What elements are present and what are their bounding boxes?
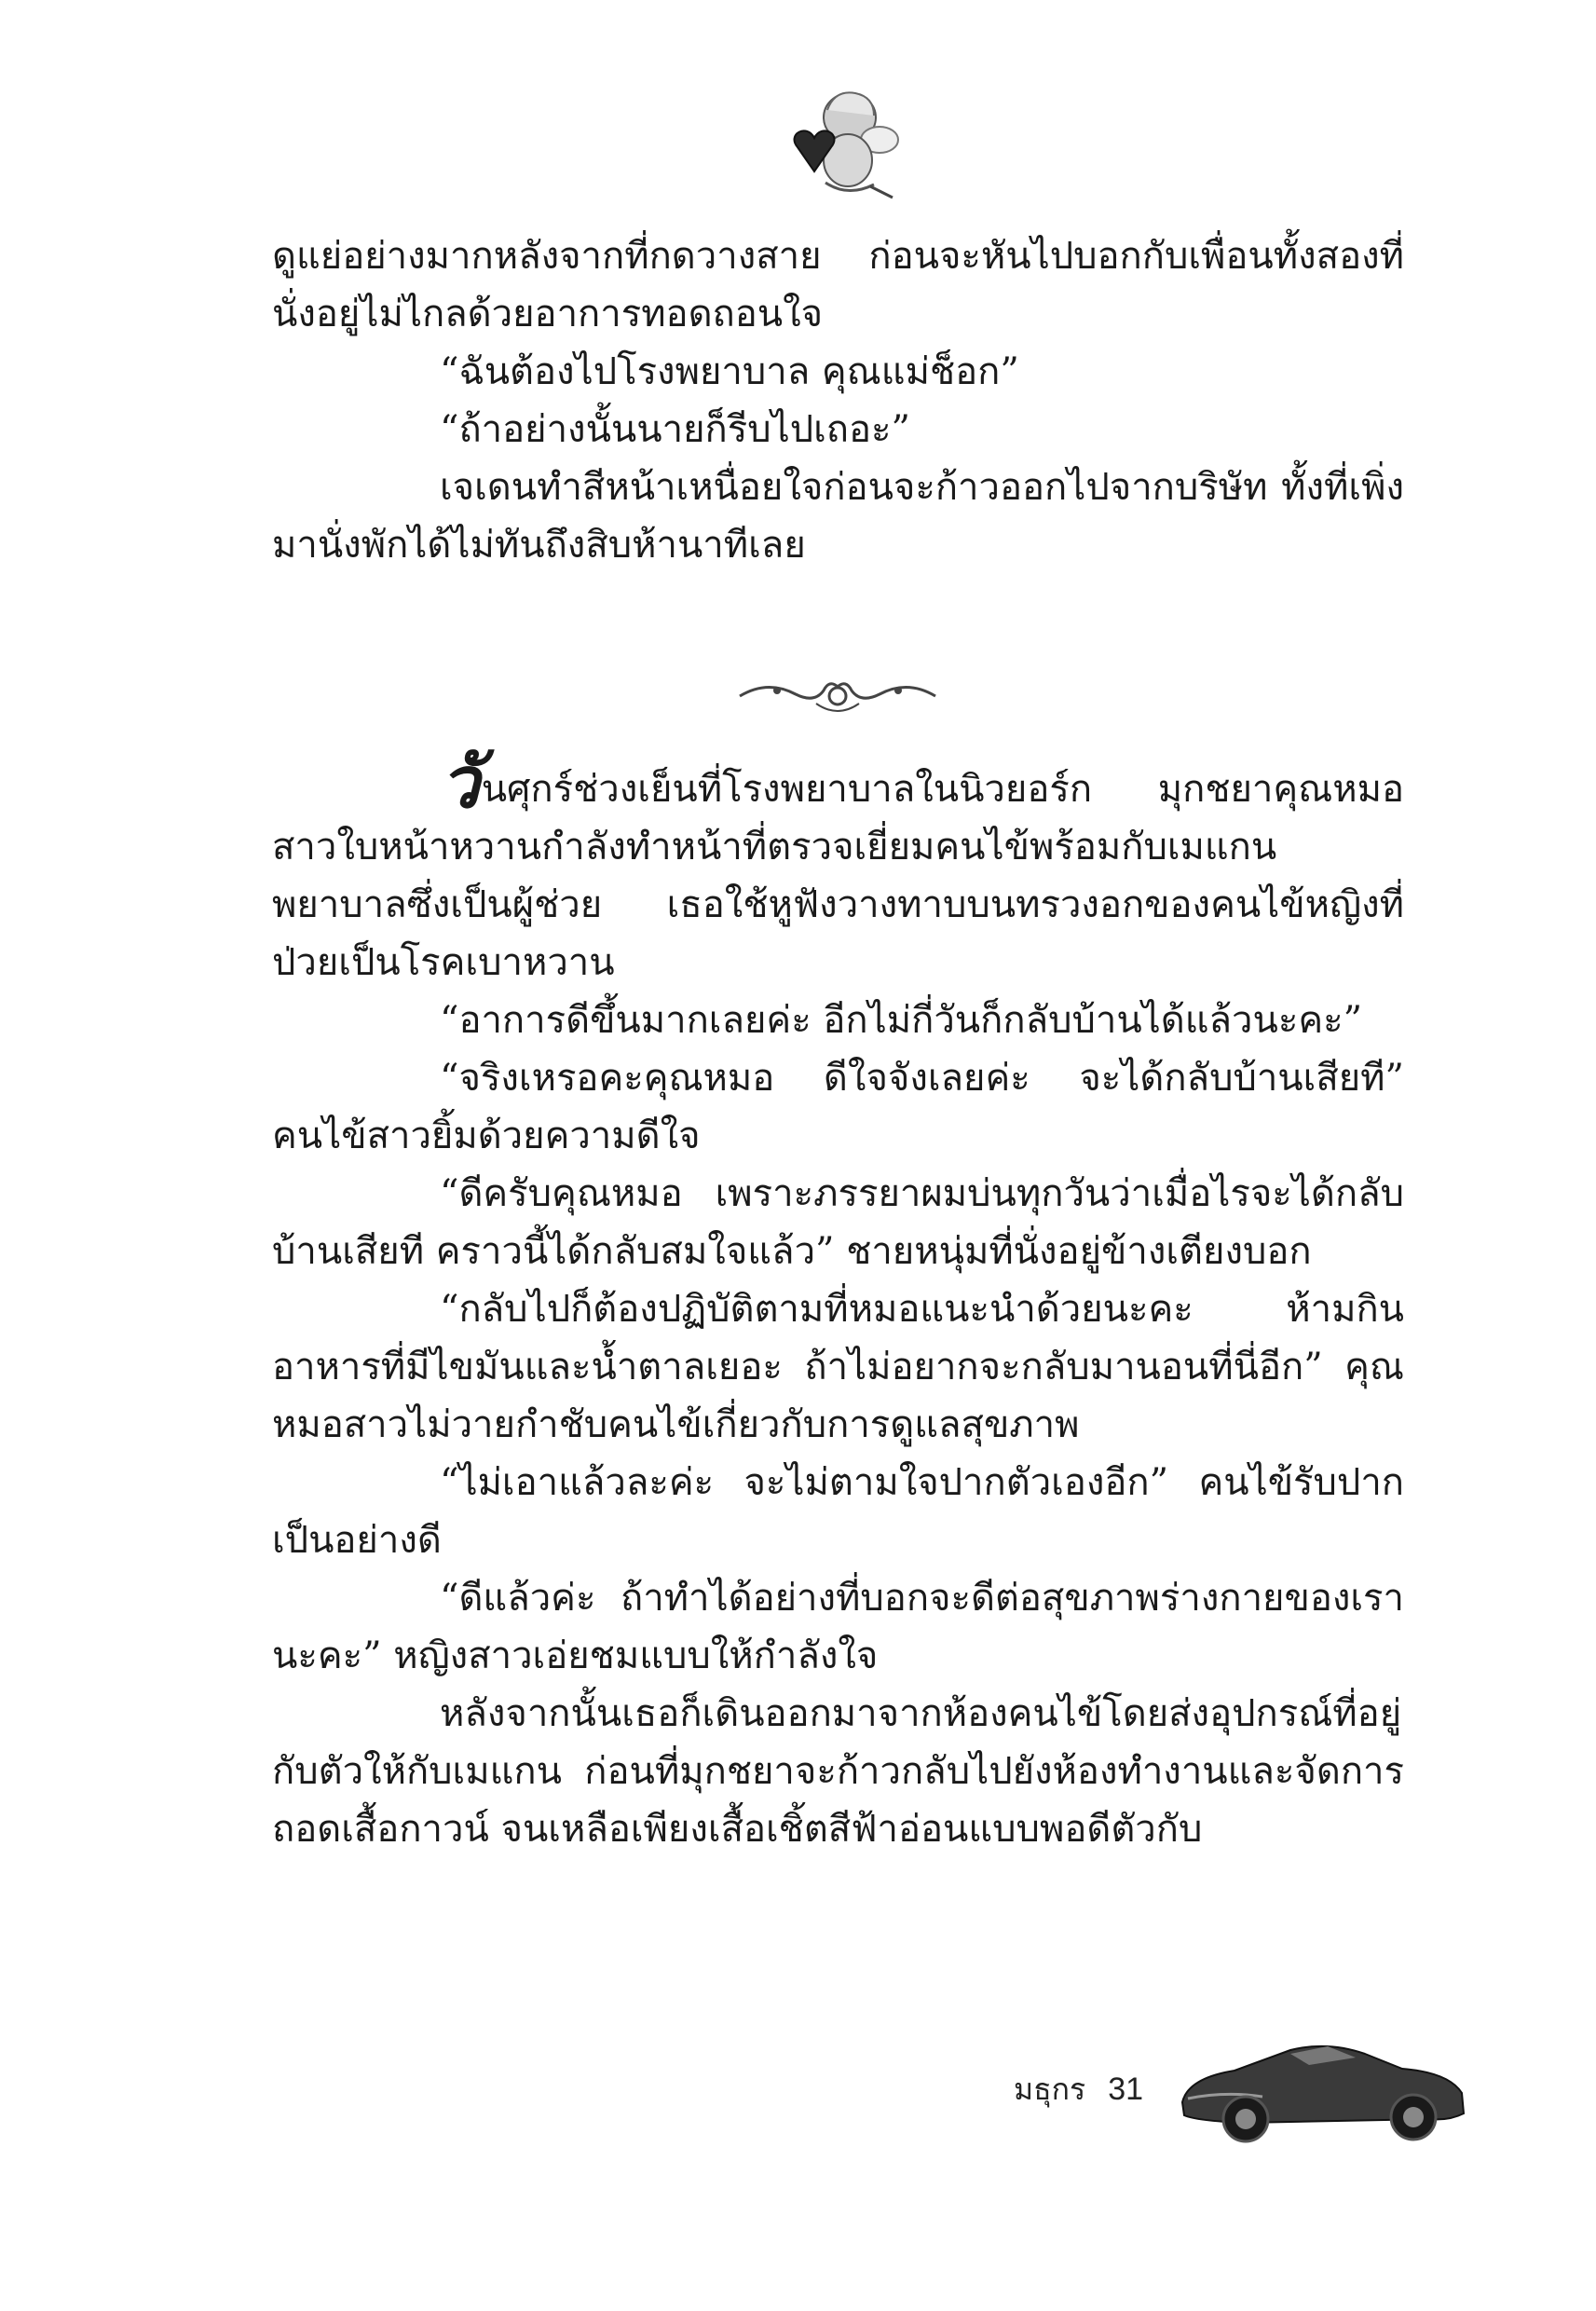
cupid-holding-heart-icon [770,82,909,212]
section-1-text [272,227,1404,574]
paragraph-10: “ดีแล้วค่ะ ถ้าทำได้อย่างที่บอกจะดีต่อสุขภาพร่างกายของเรานะคะ” หญิงสาวเอ่ยชมแบบให้กำลังใจ [272,1577,1404,1677]
section-2-text [272,741,1404,1858]
paragraph-1: ดูแย่อย่างมากหลังจากที่กดวางสาย ก่อนจะหันไปบอกกับเพื่อนทั้งสองที่นั่งอยู่ไม่ไกลด้วยอาการทอดถอนใจ [272,235,1404,335]
paragraph-5: “อาการดีขึ้นมากเลยค่ะ อีกไม่กี่วันก็กลับบ้านได้แล้วนะคะ” [440,999,1363,1042]
opening-paragraph [272,741,1404,991]
flourish-ornament-icon [730,666,945,722]
paragraph-3: “ถ้าอย่างนั้นนายก็รีบไปเถอะ” [440,408,910,451]
drop-cap: วั [440,741,480,824]
paragraph-6: “จริงเหรอคะคุณหมอ ดีใจจังเลยค่ะ จะได้กลับบ้านเสียที” คนไข้สาวยิ้มด้วยความดีใจ [272,1057,1404,1157]
paragraph-8: “กลับไปก็ต้องปฏิบัติตามที่หมอแนะนำด้วยนะคะ ห้ามกินอาหารที่มีไขมันและน้ำตาลเยอะ ถ้าไม่อยากจะกลับมานอนที่นี่อีก” คุณหมอสาวไม่วายกำชับคนไข้เกี่ยวกับการดูแลสุขภาพ [272,1288,1404,1446]
paragraph-7: “ดีครับคุณหมอ เพราะภรรยาผมบ่นทุกวันว่าเมื่อไรจะได้กลับบ้านเสียที คราวนี้ได้กลับสมใจแล้ว” ชายหนุ่มที่นั่งอยู่ข้างเตียงบอก [272,1172,1404,1273]
page-footer [1014,2066,1143,2113]
paragraph-11: หลังจากนั้นเธอก็เดินออกมาจากห้องคนไข้โดยส่งอุปกรณ์ที่อยู่กับตัวให้กับเมแกน ก่อนที่มุกชยาจะก้าวกลับไปยังห้องทำงานและจัดการถอดเสื้อกาวน์ จนเหลือเพียงเสื้อเชิ้ตสีฟ้าอ่อนแบบพอดีตัวกับ [272,1692,1404,1851]
page-number: 31 [1108,2072,1144,2107]
convertible-car-icon [1169,2013,1477,2153]
book-title: มธุกร [1014,2072,1086,2107]
opening-paragraph-text: นศุกร์ช่วงเย็นที่โรงพยาบาลในนิวยอร์ก มุกชยาคุณหมอสาวใบหน้าหวานกำลังทำหน้าที่ตรวจเยี่ยมคนไข้พร้อมกับเมแกน พยาบาลซึ่งเป็นผู้ช่วย เธอใช้หูฟังวางทาบบนทรวงอกของคนไข้หญิงที่ป่วยเป็นโรคเบาหวาน [272,768,1404,984]
paragraph-9: “ไม่เอาแล้วละค่ะ จะไม่ตามใจปากตัวเองอีก” คนไข้รับปากเป็นอย่างดี [272,1461,1404,1562]
paragraph-4: เจเดนทำสีหน้าเหนื่อยใจก่อนจะก้าวออกไปจากบริษัท ทั้งที่เพิ่งมานั่งพักได้ไม่ทันถึงสิบห้านาทีเลย [272,466,1404,567]
paragraph-2: “ฉันต้องไปโรงพยาบาล คุณแม่ช็อก” [440,350,1019,393]
